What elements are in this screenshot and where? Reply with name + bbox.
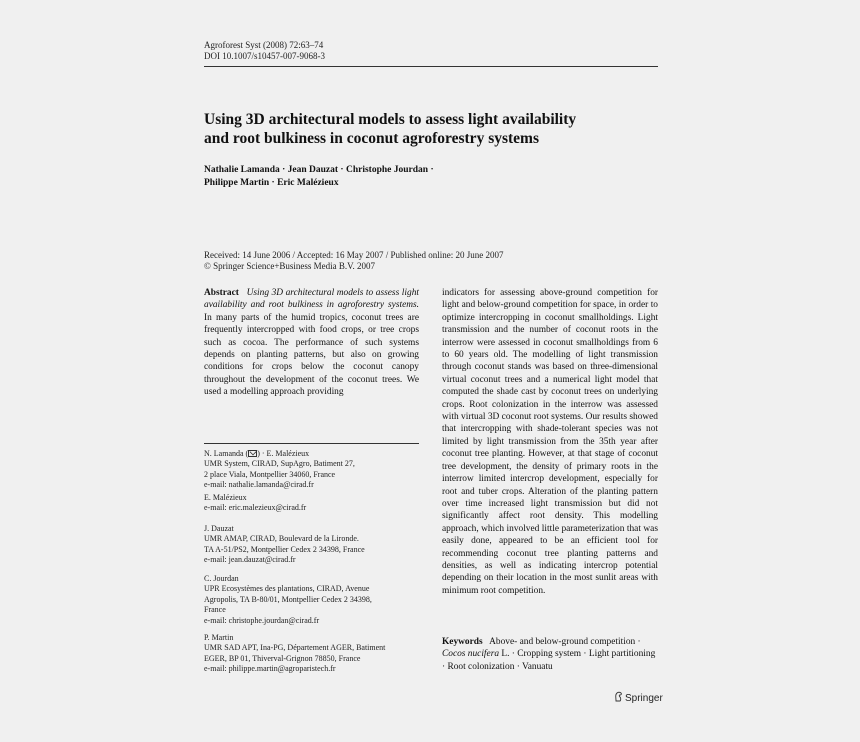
affiliation-martin [204,633,419,675]
affil-line: UPR Ecosystèmes des plantations, CIRAD, Avenue [204,584,370,594]
keywords-species: Cocos nucifera [442,649,500,660]
abstract-italic-title: Using 3D architectural models to assess light availability and root bulkiness in agroforestry systems. [204,288,419,311]
keywords-heading: Keywords [442,637,483,647]
title-line-1: Using 3D architectural models to assess light availability [204,111,577,128]
keywords-part-1: Above- and below-ground competition · [489,637,641,647]
affiliation-jourdan [204,574,419,626]
affil-line: N. Lamanda ( ) · E. Malézieux [204,449,310,458]
affil-line: UMR System, CIRAD, SupAgro, Batiment 27, [204,459,355,469]
affil-line: Agropolis, TA B-80/01, Montpellier Cedex 2 34398, [204,594,372,604]
abstract-right-column [442,287,658,597]
keywords-section [442,636,658,673]
affil-line: C. Jourdan [204,574,239,583]
affiliation-lamanda [204,449,419,491]
journal-header [204,40,325,62]
authors-line-2: Philippe Martin · Eric Malézieux [204,178,339,188]
affil-email[interactable]: e-mail: christophe.jourdan@cirad.fr [204,615,320,625]
abstract-text-right: indicators for assessing above-ground competition for light and below-ground competition for space, in order to optimize intercropping in coconut smallholdings. Light transmission and the number of coconut roots in the interrow were assessed in coconut smallholdings from 6 to 60 years old. The modelling of light transmission through coconut stands was based on three-dimensional virtual coconut trees and a numerical light model that computed the shade cast by coconut trees on underlying crops. Root colonization in the interrow was assessed with virtual 3D coconut root systems. Our results showed that intercropping with shade-tolerant species was not limited by light transmission from the 35th year after coconut tree planting. However, at that stage of coconut tree development, the density of primary roots in the interrow limited intercrop development, especially for root and tuber crops. Alteration of the planting pattern over time increased light transmission but did not significantly affect root density. This modelling approach, which involved little parameterization that was easily done, appeared to be an efficient tool for recommending coconut tree planting patterns and densities, as well as indicating intercrop potential depending on their location in the most sunlit areas with minimum root competition. [442,288,658,596]
affil-email[interactable]: e-mail: eric.malezieux@cirad.fr [204,503,307,513]
journal-citation: Agroforest Syst (2008) 72:63–74 [204,40,324,50]
affil-line: UMR AMAP, CIRAD, Boulevard de la Lironde. [204,534,359,544]
affil-line: 2 place Viala, Montpellier 34060, France [204,469,336,479]
publisher-logo [614,690,663,704]
header-rule [204,66,658,67]
affil-line: EGER, BP 01, Thiverval-Grignon 78850, France [204,653,361,663]
abstract-heading: Abstract [204,288,239,298]
affil-line: France [204,605,226,615]
footnote-rule [204,443,419,444]
affil-email[interactable]: e-mail: nathalie.lamanda@cirad.fr [204,480,314,490]
copyright-line: © Springer Science+Business Media B.V. 2007 [204,261,375,271]
dates-line: Received: 14 June 2006 / Accepted: 16 May 2007 / Published online: 20 June 2007 [204,250,504,260]
author-list [204,164,644,190]
affil-line: UMR SAD APT, Ina-PG, Département AGER, Batiment [204,643,386,653]
journal-doi: DOI 10.1007/s10457-007-9068-3 [204,51,325,61]
title-line-2: and root bulkiness in coconut agroforestry systems [204,130,539,147]
paper-title [204,110,644,148]
affil-email[interactable]: e-mail: jean.dauzat@cirad.fr [204,555,296,565]
abstract-text-left: In many parts of the humid tropics, coconut trees are frequently intercropped with food crops, or tree crops such as cocoa. The performance of such systems depends on planting patterns, but also on growing conditions for crops below the coconut canopy throughout the development of the coconut trees. We used a modelling approach providing [204,312,419,398]
keywords-part-2: L. · Cropping system · Light partitioning · Root colonization · Vanuatu [442,649,656,672]
affil-line: J. Dauzat [204,524,234,533]
affiliation-malezieux [204,493,419,514]
authors-line-1: Nathalie Lamanda · Jean Dauzat · Christophe Jourdan · [204,165,434,175]
springer-horse-icon [614,691,623,702]
envelope-icon [248,450,257,457]
affil-line: P. Martin [204,633,234,642]
publication-dates [204,250,644,272]
abstract-left-column [204,287,419,399]
publisher-name: Springer [625,693,663,704]
affiliation-dauzat [204,524,419,566]
affil-line: E. Malézieux [204,493,247,502]
affil-email[interactable]: e-mail: philippe.martin@agroparistech.fr [204,664,336,674]
affil-line: TA A-51/PS2, Montpellier Cedex 2 34398, France [204,544,365,554]
